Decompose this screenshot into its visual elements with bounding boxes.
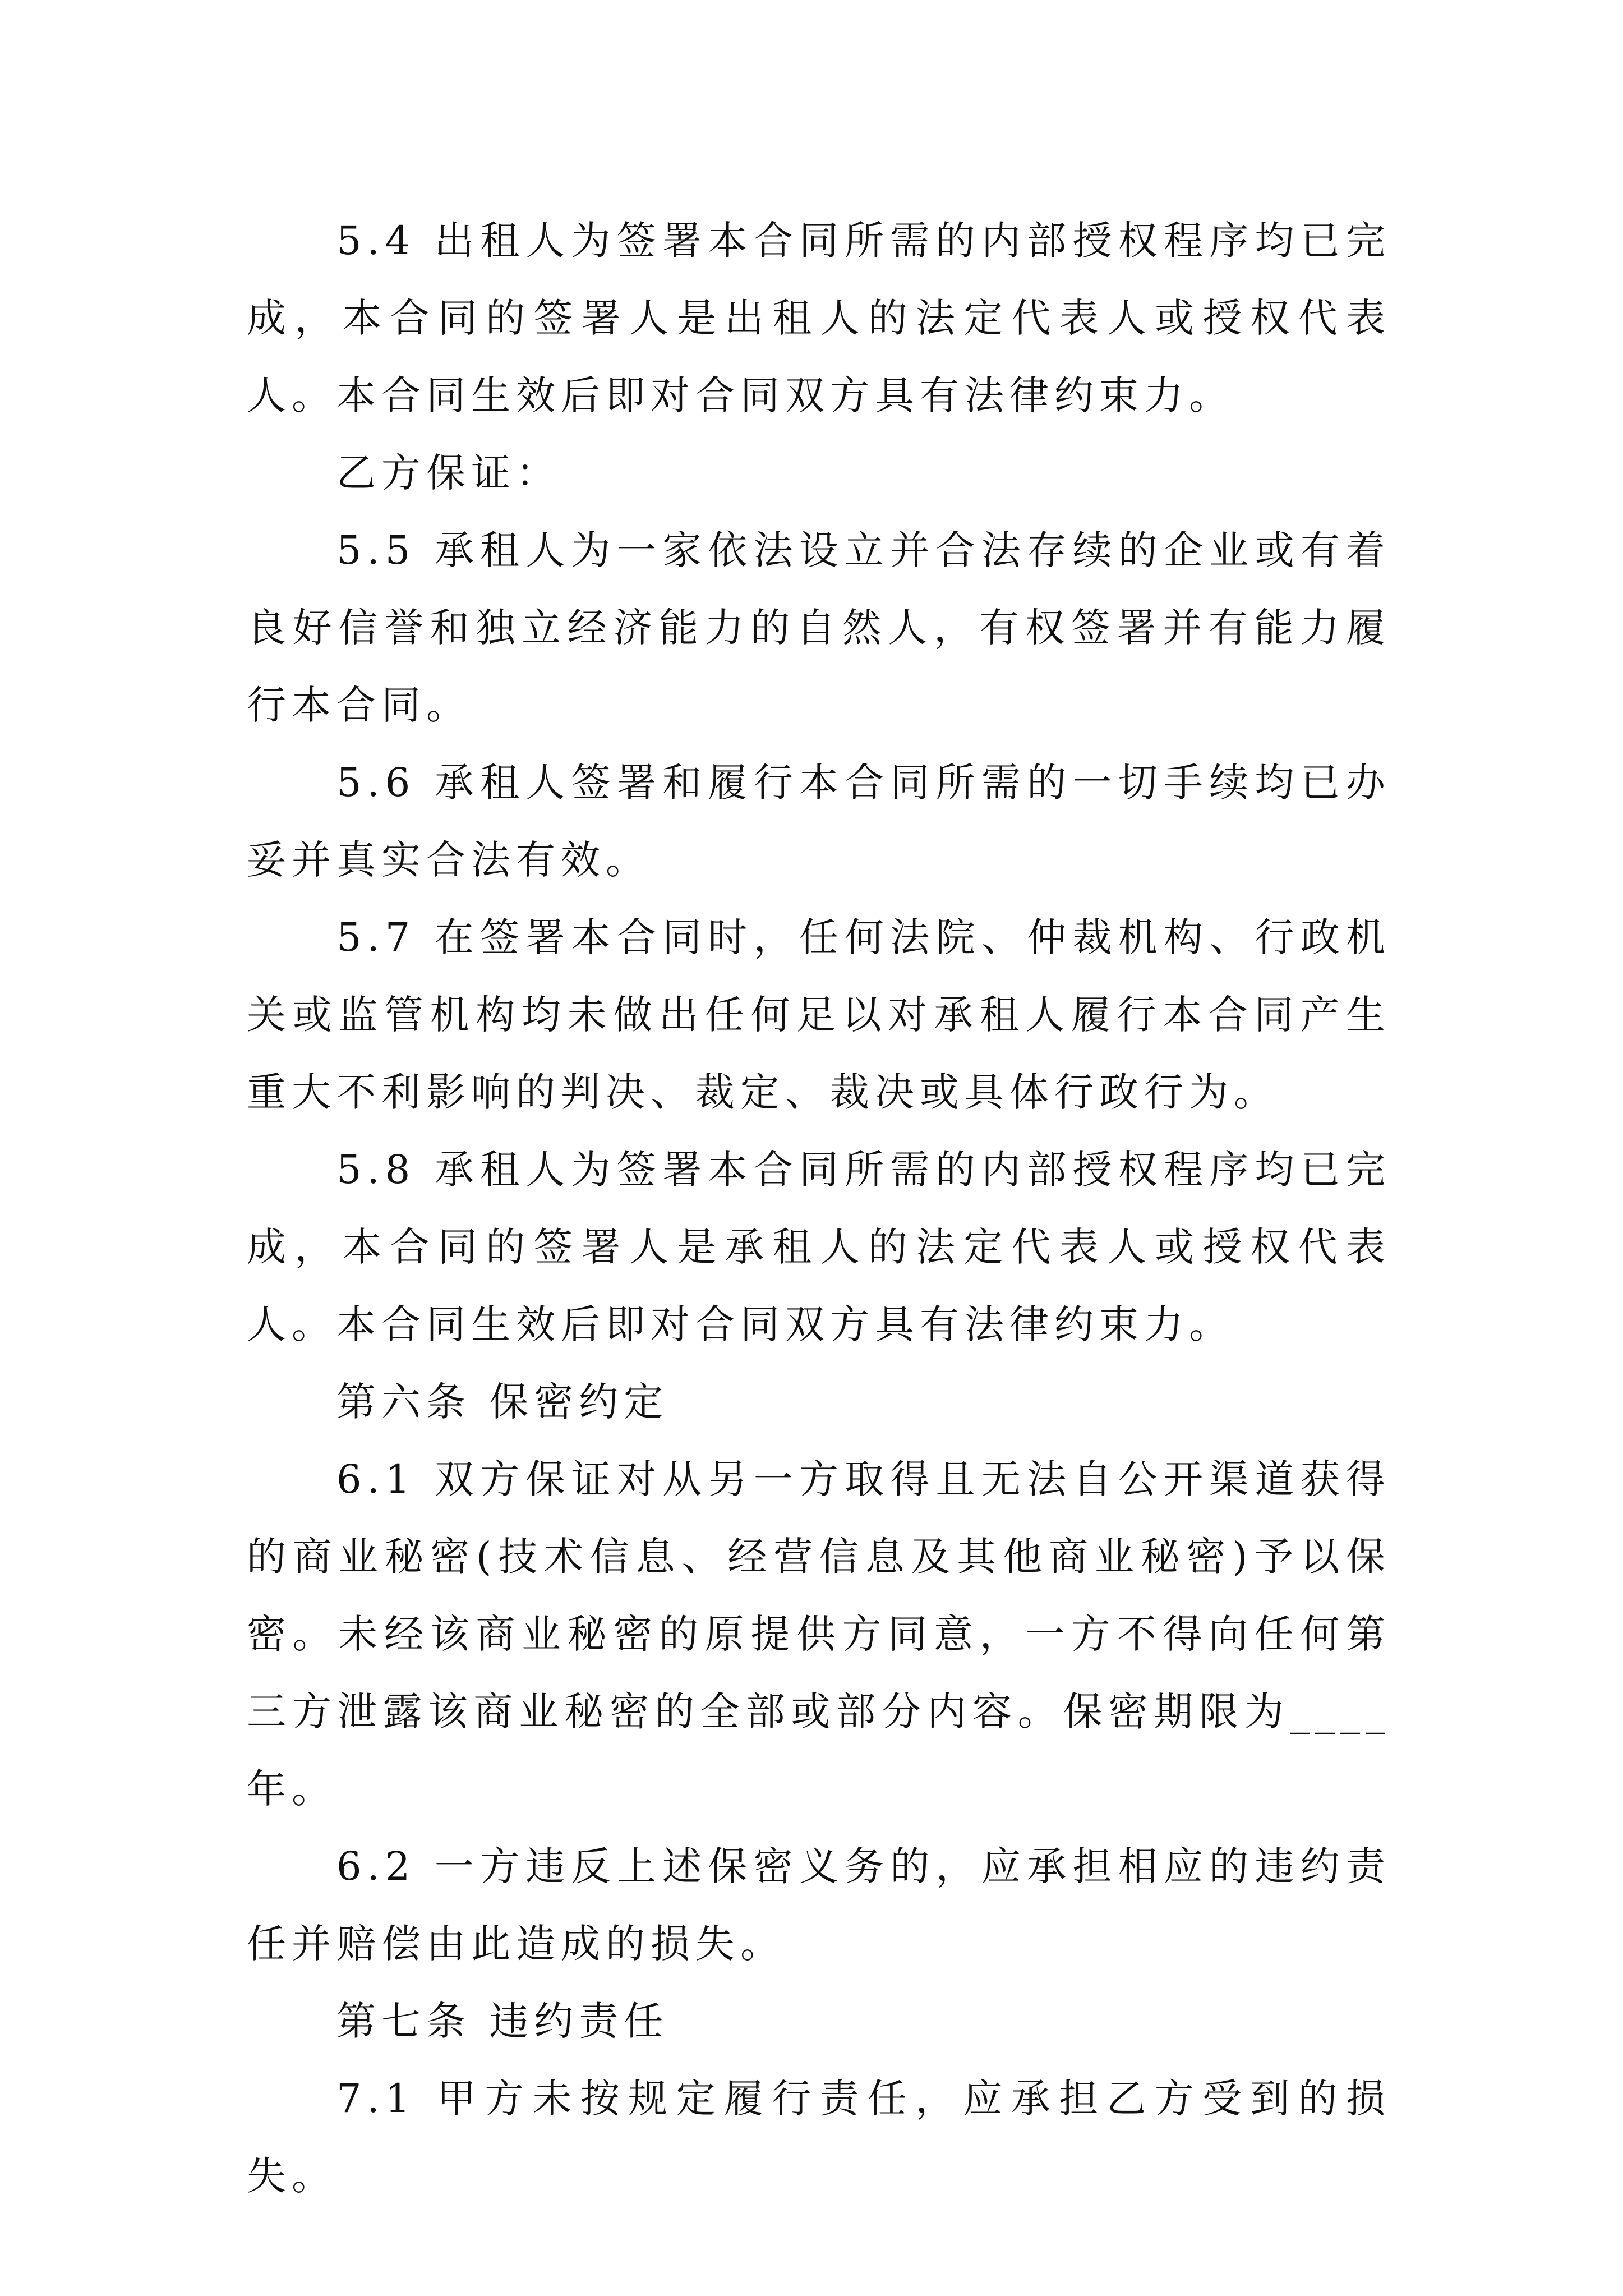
clause-6-1: 6.1 双方保证对从另一方取得且无法自公开渠道获得的商业秘密(技术信息、经营信息及其他商业秘密)予以保密。未经该商业秘密的原提供方同意，一方不得向任何第三方泄露该商业秘密的全部或部分内容。保密期限为____年。: [247, 1456, 1391, 1812]
party-b-guarantee-heading: 乙方保证：: [336, 450, 561, 496]
article-6-heading: 第六条 保密约定: [336, 1379, 669, 1425]
clause-5-7: 5.7 在签署本合同时，任何法院、仲裁机构、行政机关或监管机构均未做出任何足以对承租人履行本合同产生重大不利影响的判决、裁定、裁决或具体行政行为。: [247, 914, 1391, 1115]
clause-7-1: 7.1 甲方未按规定履行责任，应承担乙方受到的损失。: [247, 2076, 1391, 2199]
clause-5-4: 5.4 出租人为签署本合同所需的内部授权程序均已完成，本合同的签署人是出租人的法定代表人或授权代表人。本合同生效后即对合同双方具有法律约束力。: [247, 218, 1391, 418]
clause-5-5: 5.5 承租人为一家依法设立并合法存续的企业或有着良好信誉和独立经济能力的自然人，有权签署并有能力履行本合同。: [247, 527, 1391, 728]
article-7-heading: 第七条 违约责任: [336, 1998, 669, 2044]
clause-6-2: 6.2 一方违反上述保密义务的，应承担相应的违约责任并赔偿由此造成的损失。: [247, 1843, 1391, 1967]
clause-5-6: 5.6 承租人签署和履行本合同所需的一切手续均已办妥并真实合法有效。: [247, 760, 1391, 883]
document-body: [247, 202, 1391, 2215]
clause-5-8: 5.8 承租人为签署本合同所需的内部授权程序均已完成，本合同的签署人是承租人的法定代表人或授权代表人。本合同生效后即对合同双方具有法律约束力。: [247, 1147, 1391, 1347]
